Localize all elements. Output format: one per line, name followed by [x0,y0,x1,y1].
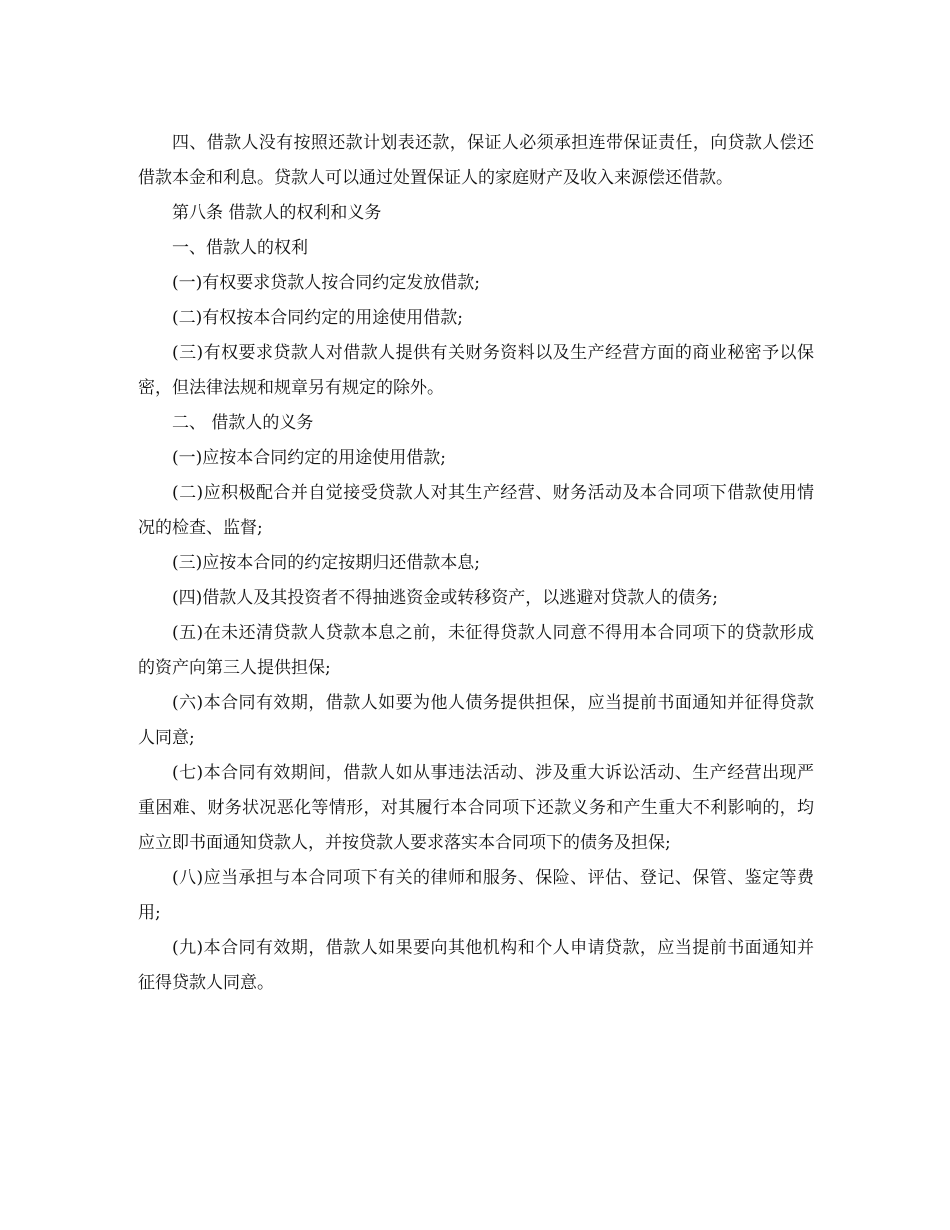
section-borrower-rights-heading: 一、借款人的权利 [172,238,308,258]
obligation-item-3: (三)应按本合同的约定按期归还借款本息; [172,553,480,573]
right-item-2: (二)有权按本合同约定的用途使用借款; [172,308,463,328]
obligation-item-5: (五)在未还清贷款人贷款本息之前，未征得贷款人同意不得用本合同项下的贷款形成的资产向第三人提供担保; [138,623,814,678]
obligation-item-6: (六)本合同有效期，借款人如要为他人债务提供担保，应当提前书面通知并征得贷款人同意; [138,693,814,748]
article-8-heading: 第八条 借款人的权利和义务 [172,203,382,223]
obligation-item-4: (四)借款人及其投资者不得抽逃资金或转移资产，以逃避对贷款人的债务; [172,588,718,608]
document-body [138,126,814,1001]
obligation-item-9: (九)本合同有效期，借款人如果要向其他机构和个人申请贷款，应当提前书面通知并征得贷款人同意。 [138,938,814,993]
obligation-item-1: (一)应按本合同约定的用途使用借款; [172,448,446,468]
obligation-item-7: (七)本合同有效期间，借款人如从事违法活动、涉及重大诉讼活动、生产经营出现严重困难、财务状况恶化等情形，对其履行本合同项下还款义务和产生重大不利影响的，均应立即书面通知贷款人，并按贷款人要求落实本合同项下的债务及担保; [138,763,814,853]
obligation-item-8: (八)应当承担与本合同项下有关的律师和服务、保险、评估、登记、保管、鉴定等费用; [138,868,814,923]
clause-4-guarantor-liability: 四、借款人没有按照还款计划表还款，保证人必须承担连带保证责任，向贷款人偿还借款本金和利息。贷款人可以通过处置保证人的家庭财产及收入来源偿还借款。 [138,133,814,188]
right-item-3: (三)有权要求贷款人对借款人提供有关财务资料以及生产经营方面的商业秘密予以保密，但法律法规和规章另有规定的除外。 [138,343,814,398]
right-item-1: (一)有权要求贷款人按合同约定发放借款; [172,273,480,293]
section-borrower-obligations-heading: 二、 借款人的义务 [172,413,314,433]
obligation-item-2: (二)应积极配合并自觉接受贷款人对其生产经营、财务活动及本合同项下借款使用情况的检查、监督; [138,483,814,538]
